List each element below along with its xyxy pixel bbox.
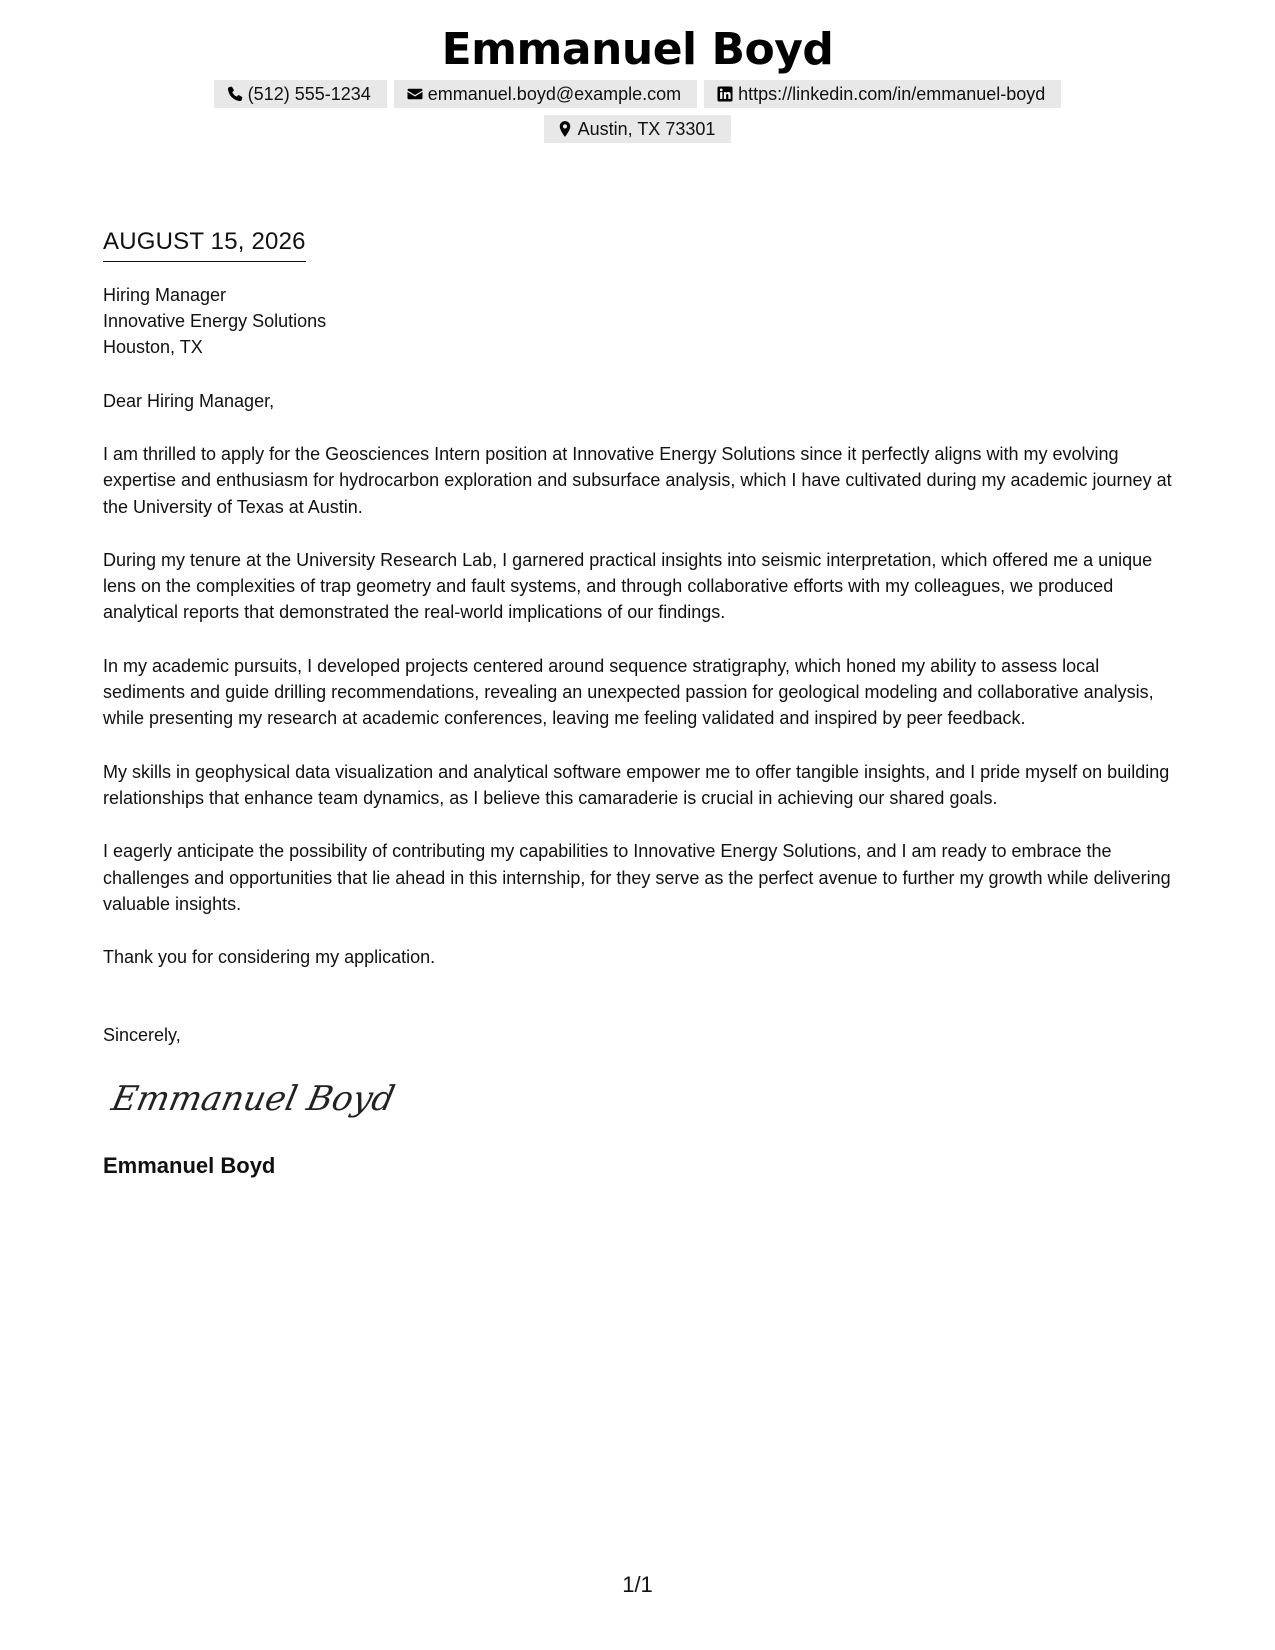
letter-date: AUGUST 15, 2026 [103,225,306,262]
contact-email [394,80,697,108]
sender-name-title: Emmanuel Boyd [441,24,834,75]
body-paragraph: My skills in geophysical data visualization and analytical software empower me to offer tangible insights, and I pride myself on building relationships that enhance team dynamics, as I believe this camaraderie is crucial in achieving our shared goals. [103,761,1170,808]
contact-phone [214,80,387,108]
body-paragraph: During my tenure at the University Research Lab, I garnered practical insights into seismic interpretation, which offered me a unique lens on the complexities of trap geometry and fault systems, and through collaborative efforts with my colleagues, we produced analytical reports that demonstrated the real-world implications of our findings. [103,549,1153,623]
letter-body [103,225,1173,1181]
contact-location-text: Austin, TX 73301 [577,118,716,139]
phone-icon [226,85,244,103]
recipient-block [103,282,1173,360]
signer-name: Emmanuel Boyd [103,1153,276,1179]
contact-row-secondary [0,115,1275,143]
contact-phone-text: (512) 555-1234 [247,83,371,104]
recipient-title: Hiring Manager [103,285,227,305]
linkedin-icon [716,85,734,103]
letter-header [0,20,1275,143]
salutation: Dear Hiring Manager, [103,391,275,411]
contact-location [544,115,732,143]
body-paragraph: I am thrilled to apply for the Geosciences Intern position at Innovative Energy Solutions since it perfectly aligns with my evolving expertise and enthusiasm for hydrocarbon exploration and subsurface analysis, which I have cultivated during my academic journey at the University of Texas at Austin. [103,444,1172,517]
contact-row-primary [0,80,1275,108]
body-paragraph: I eagerly anticipate the possibility of contributing my capabilities to Innovative Energy Solutions, and I am ready to embrace the challenges and opportunities that lie ahead in this internship, for they serve as the perfect avenue to further my growth while delivering valuable insights. [103,841,1171,914]
page-number: 1/1 [622,1572,653,1597]
body-paragraph: Thank you for considering my application. [103,947,436,968]
svg-text:Emmanuel Boyd: Emmanuel Boyd [108,1079,399,1120]
recipient-location: Houston, TX [103,337,203,357]
recipient-company: Innovative Energy Solutions [103,311,327,331]
contact-linkedin [704,80,1061,108]
contact-linkedin-text: https://linkedin.com/in/emmanuel-boyd [738,83,1046,104]
map-pin-icon [556,120,574,138]
body-paragraph: In my academic pursuits, I developed projects centered around sequence stratigraphy, which honed my ability to assess local sediments and guide drilling recommendations, revealing an unexpected passion for geological modeling and collaborative analysis, while presenting my research at academic conferences, leaving me feeling validated and inspired by peer feedback. [103,655,1154,729]
envelope-icon [406,85,424,103]
contact-email-text: emmanuel.boyd@example.com [427,83,682,104]
signature-image [108,1068,399,1128]
closing: Sincerely, [103,1025,181,1046]
